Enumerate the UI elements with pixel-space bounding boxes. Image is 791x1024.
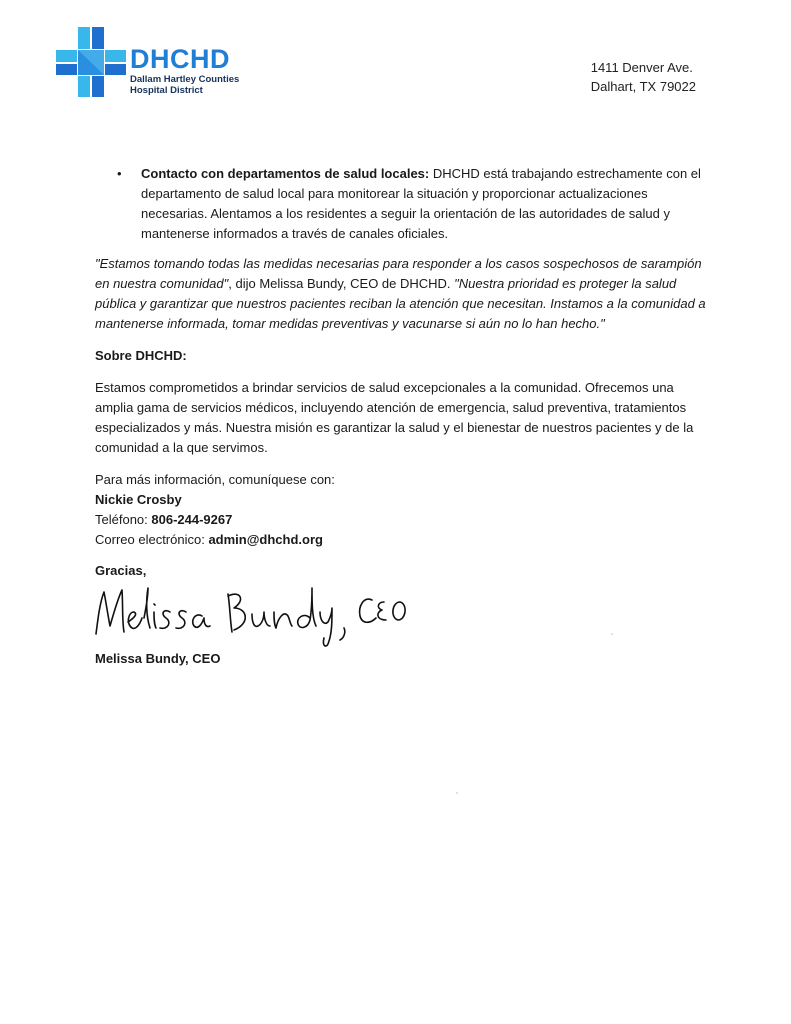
bullet-label: Contacto con departamentos de salud locales: <box>141 166 430 181</box>
about-heading: Sobre DHCHD: <box>95 348 187 363</box>
handwritten-signature <box>88 578 438 650</box>
bullet-text: DHCHD está trabajando estrechamente con el departamento de salud local para monitorear la situación y proporcionar actualizaciones necesarias. Alentamos a los residentes a seguir la orientación de las autoridades de salud y mantenerse informados a través de canales oficiales. <box>141 166 701 241</box>
quote-attribution: , dijo Melissa Bundy, CEO de DHCHD. <box>228 276 455 291</box>
bullet-item <box>95 164 707 244</box>
address-block <box>591 58 696 96</box>
address-line1: 1411 Denver Ave. <box>590 60 693 75</box>
phone-number: 806-244-9267 <box>151 512 233 527</box>
bullet-icon: • <box>117 166 122 181</box>
contact-email-row <box>95 530 707 550</box>
closing-salutation: Gracias, <box>95 563 147 578</box>
contact-name: Nickie Crosby <box>95 492 182 507</box>
contact-block <box>95 470 707 550</box>
phone-label: Teléfono: <box>95 512 152 527</box>
contact-phone-row <box>95 510 707 530</box>
quote-part2: "Nuestra prioridad es proteger la salud pública y garantizar que nuestros pacientes reciban la atención que necesitan. Instamos a la comunidad a mantenerse informada, tomar medidas preventivas y vacunarse si aún no lo han hecho." <box>95 276 706 331</box>
letter-body <box>95 164 707 550</box>
logo-subtitle-line2: Hospital District <box>130 85 203 96</box>
medical-cross-icon <box>56 27 126 97</box>
email-address: admin@dhchd.org <box>208 532 323 547</box>
logo-title: DHCHD <box>130 44 230 74</box>
scan-speck <box>456 792 458 794</box>
logo-subtitle-line1: Dallam Hartley Counties <box>130 74 240 85</box>
about-text: Estamos comprometidos a brindar servicios de salud excepcionales a la comunidad. Ofrecemos una amplia gama de servicios médicos, incluyendo atención de emergencia, salud preventiva, tratamientos especializados y más. Nuestra misión es garantizar la salud y el bienestar de nuestros pacientes y de la comunidad a la que servimos. <box>95 380 694 455</box>
signer-name: Melissa Bundy, CEO <box>95 651 221 666</box>
scan-speck <box>611 633 613 635</box>
quote-part1: "Estamos tomando todas las medidas necesarias para responder a los casos sospechosos de sarampión en nuestra comunidad" <box>95 256 702 291</box>
contact-intro: Para más información, comuníquese con: <box>95 472 335 487</box>
dhchd-logo <box>56 27 256 99</box>
email-label: Correo electrónico: <box>95 532 209 547</box>
logo-subtitle <box>130 74 239 96</box>
address-line2: Dalhart, TX 79022 <box>590 79 696 94</box>
ceo-quote <box>95 254 707 334</box>
